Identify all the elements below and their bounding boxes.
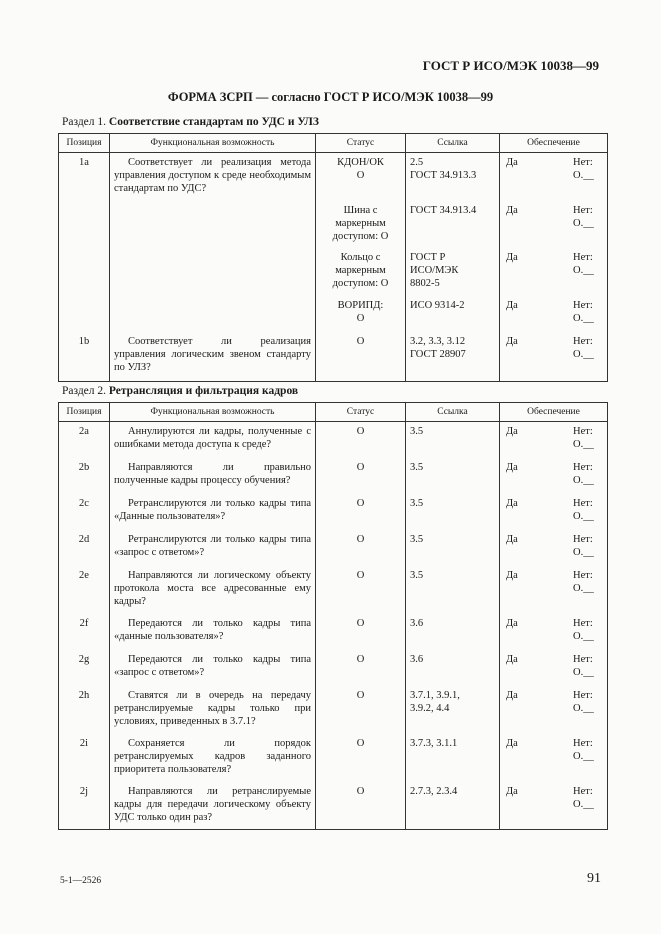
- support-yes: Да: [506, 689, 518, 701]
- status-cell: О: [316, 782, 406, 830]
- support-cell: [500, 296, 608, 332]
- status-cell: О: [316, 566, 406, 614]
- position-cell: [59, 248, 110, 296]
- section2-table: [58, 402, 608, 830]
- function-cell: Передаются ли только кадры типа «данные пользователя»?: [110, 614, 316, 650]
- support-no: Нет: О.__: [573, 251, 594, 276]
- support-yes: Да: [506, 533, 518, 545]
- support-cell: [500, 782, 608, 830]
- support-no: Нет: О.__: [573, 157, 594, 181]
- support-cell: [500, 248, 608, 296]
- function-cell: Соответствует ли реализация метода управления доступом к среде необходимым стандартам по УДС?: [110, 153, 316, 201]
- status-cell: О: [316, 332, 406, 382]
- section2-row: [59, 530, 608, 566]
- reference-cell: 2.7.3, 2.3.4: [406, 782, 500, 830]
- reference-cell: 3.2, 3.3, 3.12 ГОСТ 28907: [406, 332, 500, 382]
- support-yes: Да: [506, 737, 518, 749]
- col-position-header: Позиция: [59, 403, 110, 422]
- support-no: Нет: О.__: [573, 497, 594, 522]
- support-no: Нет: О.__: [573, 533, 594, 558]
- support-cell: [500, 566, 608, 614]
- col-status-header: Статус: [316, 134, 406, 153]
- section2-row: [59, 686, 608, 734]
- support-cell: [500, 494, 608, 530]
- position-cell: 2a: [59, 422, 110, 458]
- function-cell: Ретранслируются ли только кадры типа «Данные пользователя»?: [110, 494, 316, 530]
- status-cell: Кольцо с маркерным доступом: О: [316, 248, 406, 296]
- position-cell: 2d: [59, 530, 110, 566]
- support-yes: Да: [506, 461, 518, 473]
- section2-prefix: Раздел 2.: [62, 385, 107, 397]
- section2-row: [59, 422, 608, 458]
- section1-row: [59, 201, 608, 248]
- support-no: Нет: О.__: [573, 617, 594, 642]
- support-yes: Да: [506, 497, 518, 509]
- support-no: Нет: О.__: [573, 204, 594, 229]
- function-cell: Направляются ли ретранслируемые кадры для передачи логическому объекту УДС только один раз?: [110, 782, 316, 830]
- section2-row: [59, 734, 608, 782]
- support-yes: Да: [506, 204, 518, 216]
- form-title: ФОРМА ЗСРП — согласно ГОСТ Р ИСО/МЭК 10038—99: [167, 90, 494, 104]
- status-cell: КДОН/ОК О: [316, 153, 406, 201]
- support-cell: [500, 201, 608, 248]
- col-support-header: Обеспечение: [500, 134, 608, 153]
- col-function-header: Функциональная возможность: [110, 134, 316, 153]
- section2-row: [59, 458, 608, 494]
- section2-heading: [62, 385, 298, 397]
- function-cell: Направляются ли правильно полученные кадры процессу обучения?: [110, 458, 316, 494]
- position-cell: 2f: [59, 614, 110, 650]
- reference-cell: ГОСТ Р ИСО/МЭК 8802-5: [406, 248, 500, 296]
- reference-cell: 3.6: [406, 650, 500, 686]
- reference-cell: 3.5: [406, 494, 500, 530]
- reference-cell: 3.6: [406, 614, 500, 650]
- position-cell: 1a: [59, 153, 110, 201]
- support-cell: [500, 458, 608, 494]
- position-cell: 2i: [59, 734, 110, 782]
- status-cell: О: [316, 614, 406, 650]
- section2-row: [59, 566, 608, 614]
- section1-row: [59, 153, 608, 201]
- status-cell: О: [316, 530, 406, 566]
- section2-row: [59, 494, 608, 530]
- position-cell: 2g: [59, 650, 110, 686]
- status-cell: О: [316, 734, 406, 782]
- support-cell: [500, 734, 608, 782]
- section2-row: [59, 614, 608, 650]
- status-cell: О: [316, 494, 406, 530]
- function-cell: Направляются ли логическому объекту протокола моста все адресованные ему кадры?: [110, 566, 316, 614]
- reference-cell: 3.5: [406, 566, 500, 614]
- support-no: Нет: О.__: [573, 335, 594, 360]
- status-cell: О: [316, 422, 406, 458]
- col-reference-header: Ссылка: [406, 403, 500, 422]
- section1-name: Соответствие стандартам по УДС и УЛЗ: [108, 116, 319, 128]
- support-cell: [500, 332, 608, 382]
- support-cell: [500, 530, 608, 566]
- section2-name: Ретрансляция и фильтрация кадров: [108, 385, 299, 397]
- support-cell: [500, 614, 608, 650]
- status-cell: ВОРИПД: О: [316, 296, 406, 332]
- page-number: 91: [587, 871, 601, 886]
- col-support-header: Обеспечение: [500, 403, 608, 422]
- function-cell: Ретранслируются ли только кадры типа «запрос с ответом»?: [110, 530, 316, 566]
- support-cell: [500, 153, 608, 201]
- support-no: Нет: О.__: [573, 653, 594, 678]
- col-function-header: Функциональная возможность: [110, 403, 316, 422]
- support-cell: [500, 650, 608, 686]
- support-no: Нет: О.__: [573, 737, 594, 762]
- position-cell: 2h: [59, 686, 110, 734]
- support-cell: [500, 686, 608, 734]
- section2-row: [59, 650, 608, 686]
- position-cell: 2c: [59, 494, 110, 530]
- reference-cell: 2.5 ГОСТ 34.913.3: [406, 153, 500, 201]
- position-cell: 1b: [59, 332, 110, 382]
- support-no: Нет: О.__: [573, 461, 594, 486]
- support-yes: Да: [506, 299, 518, 311]
- support-no: Нет: О.__: [573, 299, 594, 324]
- support-no: Нет: О.__: [573, 426, 594, 450]
- function-cell: Соответствует ли реализация управления логическим звеном стандарту по УЛЗ?: [110, 332, 316, 382]
- support-yes: Да: [506, 157, 518, 168]
- reference-cell: 3.7.3, 3.1.1: [406, 734, 500, 782]
- function-cell: Ставятся ли в очередь на передачу ретранслируемые кадры только при условиях, приведенных в 3.7.1?: [110, 686, 316, 734]
- support-no: Нет: О.__: [573, 569, 594, 594]
- support-yes: Да: [506, 335, 518, 347]
- support-yes: Да: [506, 251, 518, 263]
- reference-cell: ГОСТ 34.913.4: [406, 201, 500, 248]
- support-cell: [500, 422, 608, 458]
- section2-row: [59, 782, 608, 830]
- col-status-header: Статус: [316, 403, 406, 422]
- col-reference-header: Ссылка: [406, 134, 500, 153]
- status-cell: О: [316, 686, 406, 734]
- reference-cell: 3.5: [406, 422, 500, 458]
- function-cell: Сохраняется ли порядок ретранслируемых кадров заданного приоритета пользователя?: [110, 734, 316, 782]
- support-yes: Да: [506, 785, 518, 797]
- reference-cell: 3.5: [406, 530, 500, 566]
- function-cell: [110, 248, 316, 296]
- function-cell: Аннулируются ли кадры, полученные с ошибками метода доступа к среде?: [110, 422, 316, 458]
- section1-table: [58, 133, 608, 382]
- position-cell: [59, 296, 110, 332]
- support-no: Нет: О.__: [573, 785, 594, 810]
- function-cell: [110, 201, 316, 248]
- support-yes: Да: [506, 426, 518, 437]
- document-code: ГОСТ Р ИСО/МЭК 10038—99: [422, 58, 599, 73]
- function-cell: Передаются ли только кадры типа «запрос с ответом»?: [110, 650, 316, 686]
- position-cell: 2e: [59, 566, 110, 614]
- section1-row: [59, 332, 608, 382]
- section1-heading: [62, 116, 319, 128]
- print-code: 5-1—2526: [60, 876, 102, 886]
- col-position-header: Позиция: [59, 134, 110, 153]
- section1-row: [59, 248, 608, 296]
- support-no: Нет: О.__: [573, 689, 594, 714]
- status-cell: О: [316, 458, 406, 494]
- status-cell: Шина с маркерным доступом: О: [316, 201, 406, 248]
- position-cell: [59, 201, 110, 248]
- reference-cell: 3.7.1, 3.9.1, 3.9.2, 4.4: [406, 686, 500, 734]
- position-cell: 2j: [59, 782, 110, 830]
- function-cell: [110, 296, 316, 332]
- reference-cell: ИСО 9314-2: [406, 296, 500, 332]
- support-yes: Да: [506, 653, 518, 665]
- support-yes: Да: [506, 617, 518, 629]
- reference-cell: 3.5: [406, 458, 500, 494]
- position-cell: 2b: [59, 458, 110, 494]
- support-yes: Да: [506, 569, 518, 581]
- status-cell: О: [316, 650, 406, 686]
- section1-prefix: Раздел 1.: [62, 116, 107, 128]
- section1-row: [59, 296, 608, 332]
